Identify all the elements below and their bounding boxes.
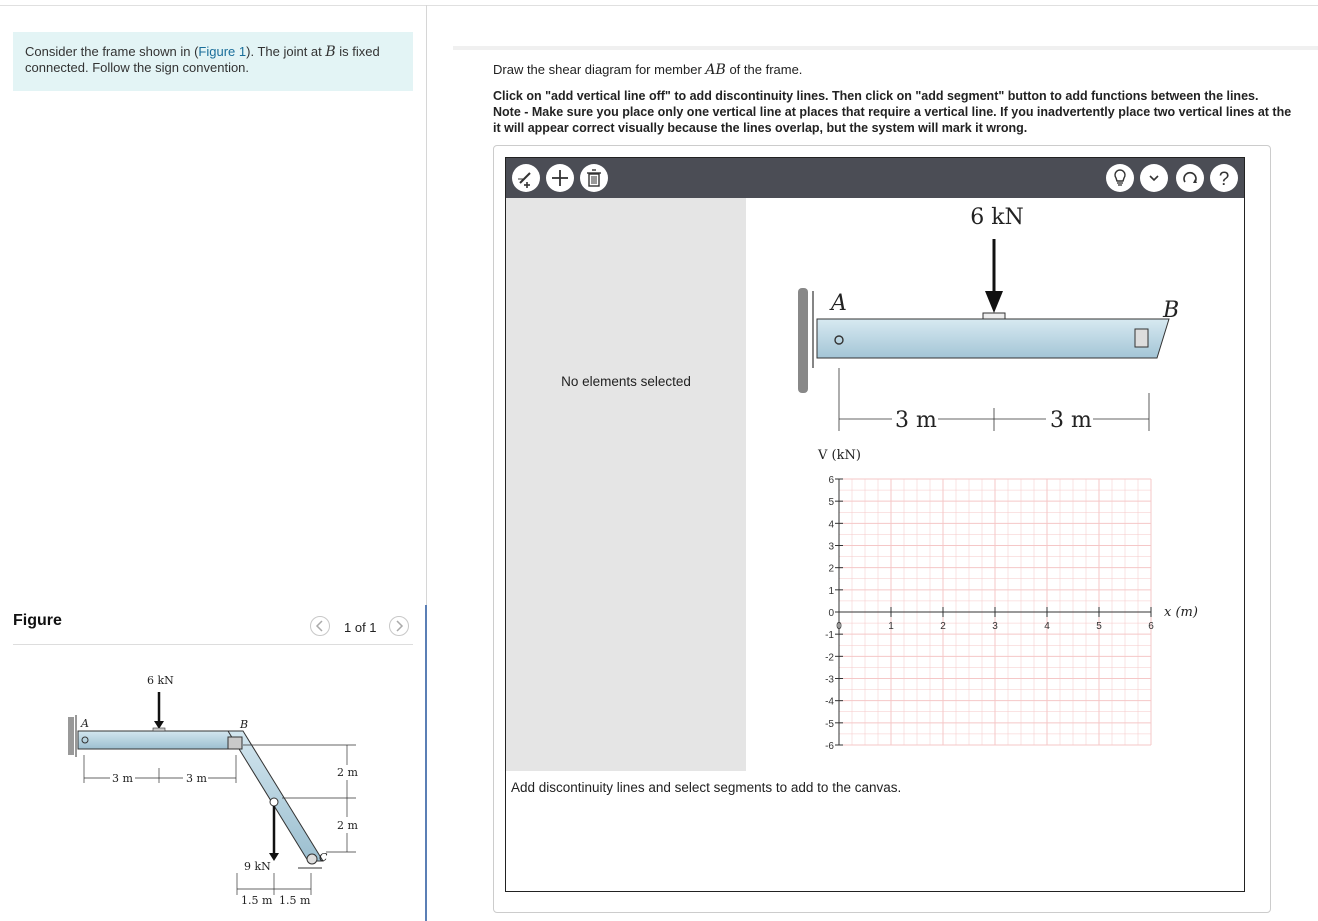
trash-icon <box>580 164 608 192</box>
beam-joint-b <box>1135 329 1148 347</box>
beam-illustration <box>798 205 1179 433</box>
beam-ab <box>78 731 238 749</box>
reset-icon <box>1176 164 1204 192</box>
beam-load-arrowhead <box>985 291 1003 313</box>
chevron-down-icon <box>1140 164 1168 192</box>
add-vertical-line-icon <box>512 164 540 192</box>
y-tick-label: 0 <box>828 608 834 619</box>
label-dim-left: 3 m <box>112 772 133 785</box>
x-tick-label: 5 <box>1096 621 1102 632</box>
x-tick-label: 3 <box>992 621 998 632</box>
label-dim-h1: 1.5 m <box>241 894 273 907</box>
figure-link[interactable]: Figure 1 <box>198 44 247 59</box>
y-tick-label: -5 <box>825 718 834 730</box>
instruction-bold <box>493 88 1318 136</box>
figure-pager: 1 of 1 <box>344 620 377 635</box>
header-rule <box>453 46 1318 50</box>
y-axis-label: V (kN) <box>818 448 861 463</box>
y-tick-label: -1 <box>825 630 834 642</box>
instruction-step: Click on "add vertical line off" to add discontinuity lines. Then click on "add segment" button to add functions between the lines. <box>493 89 1259 103</box>
label-9kn: 9 kN <box>244 860 271 873</box>
member-bc <box>228 731 323 861</box>
toolbar <box>506 158 1244 198</box>
canvas-svg <box>751 203 1239 771</box>
hint-button[interactable] <box>1106 164 1134 192</box>
add-vertical-line-button[interactable] <box>512 164 540 192</box>
chart-axes <box>825 475 1154 752</box>
prev-figure-button[interactable] <box>310 616 330 636</box>
instruction-line <box>493 62 802 78</box>
y-tick-label: -6 <box>825 741 834 752</box>
dropdown-button[interactable] <box>1140 164 1168 192</box>
joint-symbol: B <box>325 44 336 60</box>
add-segment-icon <box>546 164 574 192</box>
panel-resize-handle[interactable] <box>425 605 427 921</box>
chevron-left-icon <box>311 617 329 635</box>
x-tick-label: 4 <box>1044 621 1050 632</box>
instruction-text: Draw the shear diagram for member <box>493 62 706 77</box>
label-dim-v2: 2 m <box>337 819 358 832</box>
drawing-canvas[interactable] <box>751 203 1239 771</box>
label-dim-h2: 1.5 m <box>279 894 311 907</box>
label-c: C <box>319 851 328 864</box>
beam-load-plate <box>983 313 1005 319</box>
load-plate <box>153 728 165 731</box>
help-icon <box>1210 164 1238 192</box>
beam-dim-right: 3 m <box>1050 408 1092 433</box>
figure-title: Figure <box>13 612 62 629</box>
label-6kn: 6 kN <box>147 674 174 687</box>
member-symbol: AB <box>705 62 726 78</box>
problem-text: Consider the frame shown in ( <box>25 44 199 59</box>
problem-text: is fixed connected. Follow the sign convention. <box>25 44 380 75</box>
instruction-note-cont: it will appear correct visually because the lines overlap, but the system will mark it wrong. <box>493 121 1028 135</box>
x-tick-label: 0 <box>836 621 842 632</box>
y-tick-label: 1 <box>828 585 834 597</box>
joint-b-plate <box>228 737 242 749</box>
canvas-hint: Add discontinuity lines and select segments to add to the canvas. <box>511 780 902 795</box>
pin-load <box>270 798 278 806</box>
problem-statement <box>13 32 413 91</box>
beam-label-a: A <box>831 291 847 316</box>
y-tick-label: 5 <box>828 497 834 509</box>
y-tick-label: -4 <box>825 696 834 708</box>
next-figure-button[interactable] <box>389 616 409 636</box>
svg-text:?: ? <box>1218 169 1230 190</box>
help-button[interactable] <box>1210 164 1238 192</box>
beam-load-label: 6 kN <box>970 205 1024 230</box>
problem-text: ). The joint at <box>246 44 326 59</box>
label-a: A <box>81 717 89 730</box>
selection-status: No elements selected <box>561 374 691 389</box>
beam-wall <box>798 288 808 393</box>
x-tick-label: 2 <box>940 621 946 632</box>
instruction-note: Note - Make sure you place only one vertical line at places that require a vertical line. If you inadvertently place two vertical lines at the <box>493 105 1292 119</box>
x-tick-label: 6 <box>1148 621 1154 632</box>
y-tick-label: -3 <box>825 674 834 686</box>
wall-support <box>68 717 74 755</box>
y-tick-label: 2 <box>828 563 834 575</box>
x-axis-label: x (m) <box>1164 605 1198 620</box>
y-tick-label: 4 <box>828 519 834 531</box>
beam-body <box>817 319 1169 358</box>
x-tick-label: 1 <box>888 621 894 632</box>
hint-bulb-icon <box>1106 164 1134 192</box>
label-b: B <box>240 718 249 731</box>
pin-c <box>307 854 317 864</box>
add-segment-button[interactable] <box>546 164 574 192</box>
figure-rule <box>13 644 413 645</box>
delete-button[interactable] <box>580 164 608 192</box>
top-rule <box>0 5 1318 6</box>
label-dim-right: 3 m <box>186 772 207 785</box>
y-tick-label: -2 <box>825 652 834 664</box>
y-tick-label: 3 <box>828 541 834 553</box>
instruction-text: of the frame. <box>725 62 803 77</box>
properties-panel <box>506 198 746 771</box>
y-tick-label: 6 <box>828 475 834 486</box>
label-dim-v1: 2 m <box>337 766 358 779</box>
reset-button[interactable] <box>1176 164 1204 192</box>
chevron-right-icon <box>390 617 408 635</box>
beam-label-b: B <box>1163 298 1180 323</box>
frame-figure <box>60 665 380 915</box>
beam-dim-left: 3 m <box>895 408 937 433</box>
